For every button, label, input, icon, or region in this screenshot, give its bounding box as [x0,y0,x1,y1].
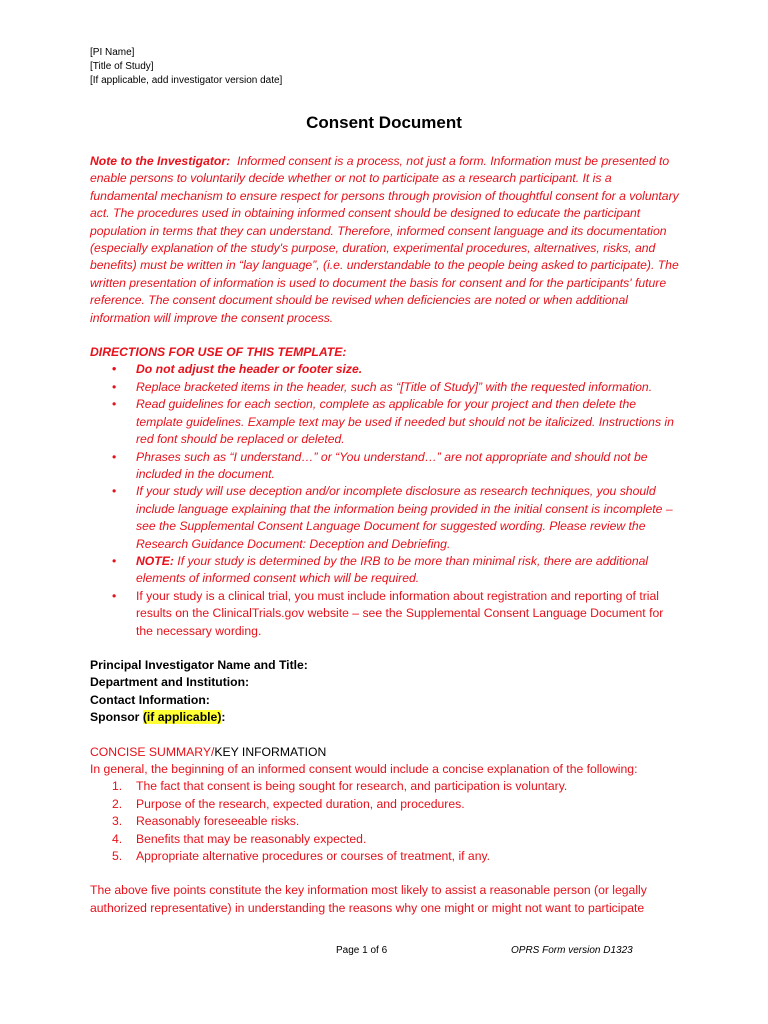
department-institution-field: Department and Institution: [90,675,250,690]
bullet-icon: • [112,362,117,377]
contact-information-field: Contact Information: [90,692,210,707]
note-text: Informed consent is a process, not just a form. Information must be presented to enable persons to voluntarily decide whether or not to participate as a research participant. It is a fundamental mechanism to ensure respect for persons through provision of thoughtful consent for a voluntary act. The procedures used in obtaining informed consent should be designed to educate the participant population in terms that they can understand. Therefore, informed consent language and its documentation (especially explanation of the study's purpose, duration, experimental procedures, alternatives, risks, and benefits) must be written in “lay language”, (i.e. understandable to the people being asked to participate). The written presentation of information is used to document the basis for consent and for the participants' future reference. The consent document should be revised when deficiencies are noted or when additional information will improve the consent process. [90,154,679,325]
summary-list [90,778,680,865]
note-item-label: NOTE: [136,553,174,568]
sponsor-field: Sponsor (if applicable): [90,710,226,725]
directions-heading: DIRECTIONS FOR USE OF THIS TEMPLATE: [90,345,347,360]
bullet-icon: • [112,553,117,568]
bullet-icon: • [112,397,117,412]
document-body [90,153,680,917]
investigator-note [90,153,680,327]
summary-closing: The above five points constitute the key information most likely to assist a reasonable person (or legally authorized representative) in understanding the reasons why one might or might not want to participate [90,883,647,915]
list-item: • If your study is a clinical trial, you must include information about registration and reporting of trial results on the ClinicalTrials.gov website – see the Supplemental Consent Language Document for the necessary wording. [112,588,664,638]
sponsor-highlight: (if applicable) [142,710,222,725]
list-item: • Phrases such as “I understand…” or “You understand…” are not appropriate and should not be included in the document. [112,449,648,481]
list-item: 3. Reasonably foreseeable risks. [112,814,300,829]
header-pi-name: [PI Name] [90,47,135,58]
list-item: • Read guidelines for each section, complete as applicable for your project and then delete the template guidelines. Example text may be used if needed but should not be italicized. Instructions in red font should be replaced or deleted. [112,397,674,447]
document-header [90,46,282,88]
footer-page-number: Page 1 of 6 [336,945,388,956]
list-item: 5. Appropriate alternative procedures or courses of treatment, if any. [112,849,491,864]
list-item: 1. The fact that consent is being sought for research, and participation is voluntary. [112,779,568,794]
header-version-date: [If applicable, add investigator version date] [90,75,283,86]
document-title: Consent Document [306,113,462,132]
footer-form-version: OPRS Form version D1323 [511,945,633,956]
list-item: 2. Purpose of the research, expected duration, and procedures. [112,796,465,811]
bullet-icon: • [112,588,117,603]
note-label: Note to the Investigator: [90,154,231,168]
summary-intro: In general, the beginning of an informed consent would include a concise explanation of the following: [90,762,638,776]
list-item: 4. Benefits that may be reasonably expected. [112,831,367,846]
list-item: • Replace bracketed items in the header, such as “[Title of Study]” with the requested information. [90,379,680,396]
header-title-of-study: [Title of Study] [90,61,154,72]
bullet-icon: • [112,379,117,394]
directions-list [90,361,680,640]
summary-heading: CONCISE SUMMARY/KEY INFORMATION [90,744,327,759]
list-item: • Do not adjust the header or footer size. [90,361,680,378]
bullet-icon: • [112,449,117,464]
list-item: • NOTE: If your study is determined by the IRB to be more than minimal risk, there are additional elements of informed consent which will be required. [112,553,649,586]
pi-name-title-field: Principal Investigator Name and Title: [90,657,308,672]
bullet-icon: • [112,484,117,499]
list-item: • If your study will use deception and/or incomplete disclosure as research techniques, you should include language explaining that the information being provided in the initial consent is incomplete – see the Supplemental Consent Language Document for suggested wording. Please review the Research Guidance Document: Deception and Debriefing. [112,484,673,551]
